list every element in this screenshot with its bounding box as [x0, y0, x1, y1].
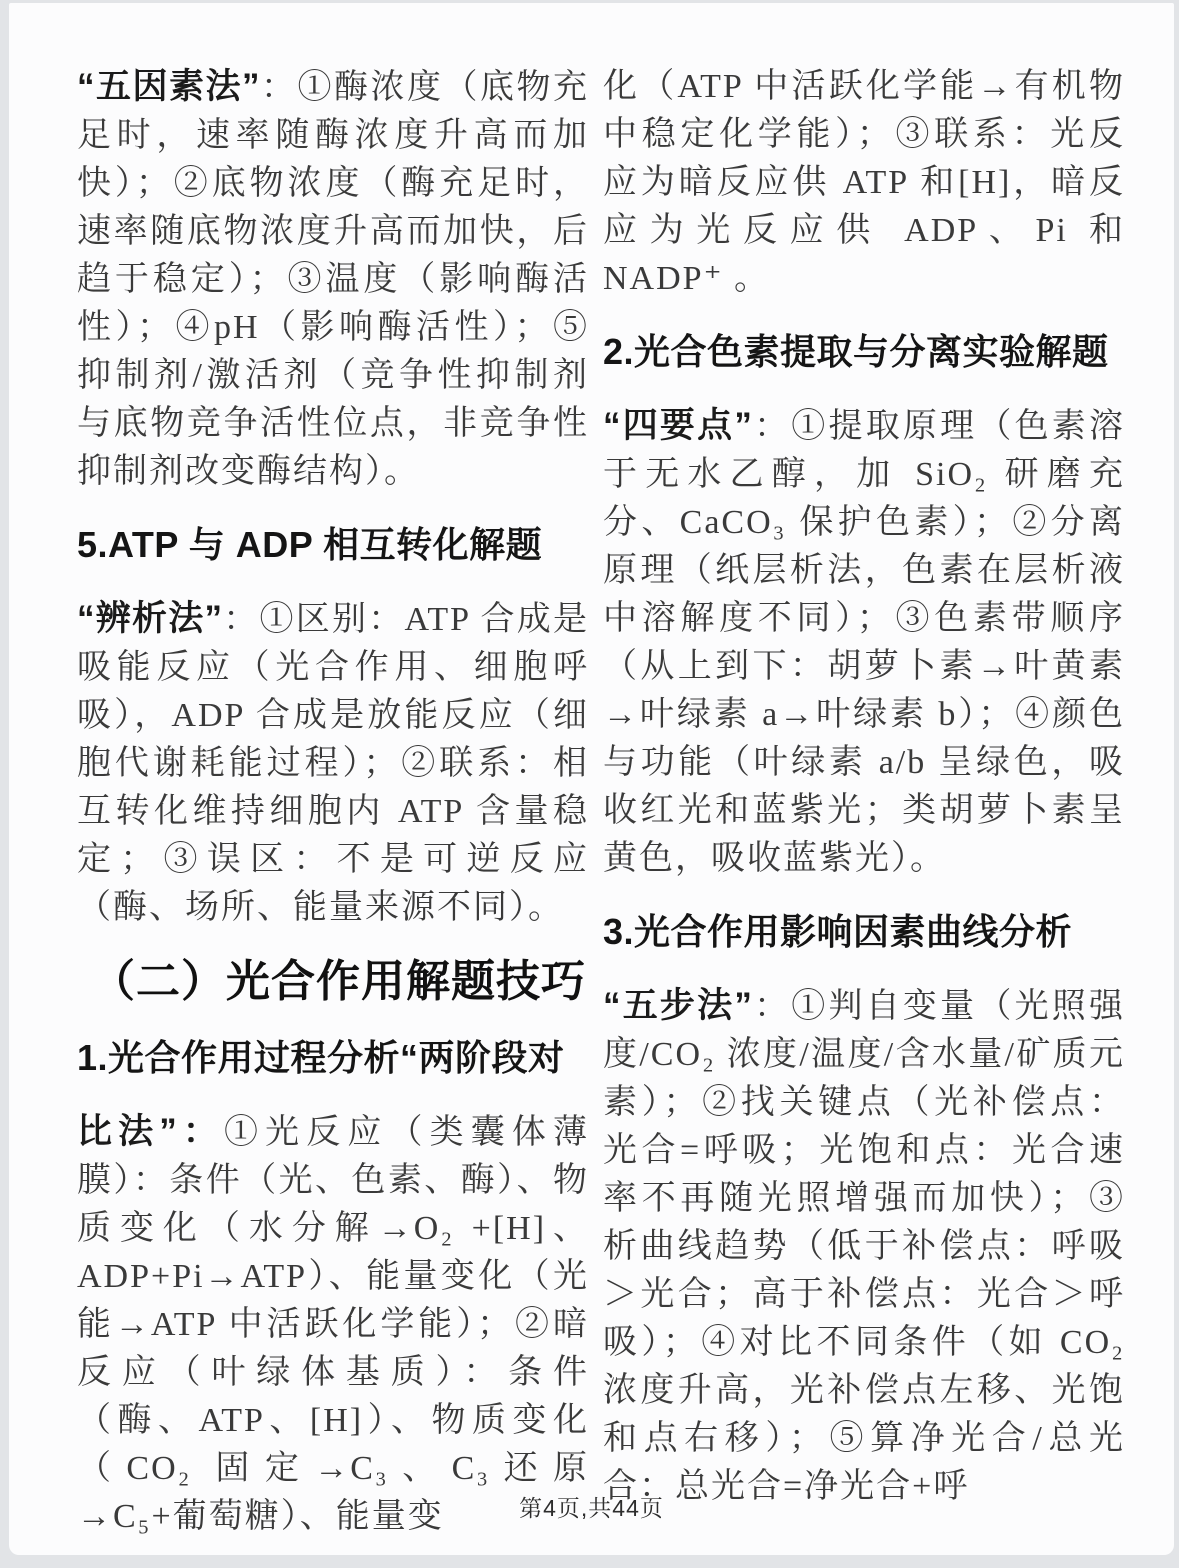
document-page	[9, 3, 1174, 1555]
heading-atp-adp: 5.ATP 与 ADP 相互转化解题	[77, 524, 543, 565]
paragraph-two-stage	[77, 1108, 589, 1541]
heading-curve-analysis: 3.光合作用影响因素曲线分析	[603, 910, 1073, 952]
paragraph-lead-discrimination: “辨析法”	[77, 598, 224, 638]
paragraph-text-five-steps: ：①判自变量（光照强度/CO₂ 浓度/温度/含水量/矿质元素）；②找关键点（光补偿点：光合=呼吸；光饱和点：光合速率不再随光照增强而加快）；③析曲线趋势（低于补偿点：呼吸＞光合；高于补偿点：光合＞呼吸）；④对比不同条件（如 CO₂ 浓度升高，光补偿点左移、光饱和点右移）；⑤算净光合/总光合：总光合=净光合+呼	[603, 987, 1125, 1505]
right-column	[603, 63, 1125, 1521]
paragraph-text-discrimination: ：①区别：ATP 合成是吸能反应（光合作用、细胞呼吸），ADP 合成是放能反应（细胞代谢耗能过程）；②联系：相互转化维持细胞内 ATP 含量稳定；③误区：不是可逆反应（酶、场所、能量来源不同）。	[77, 600, 589, 926]
paragraph-five-steps	[603, 982, 1125, 1511]
paragraph-text-four-points: ：①提取原理（色素溶于无水乙醇，加 SiO₂ 研磨充分、CaCO₃ 保护色素）；②分离原理（纸层析法，色素在层析液中溶解度不同）；③色素带顺序（从上到下：胡萝卜素→叶黄素→叶绿素 a→叶绿素 b）；④颜色与功能（叶绿素 a/b 呈绿色，吸收红光和蓝紫光；类胡萝卜素呈黄色，吸收蓝紫光）。	[603, 407, 1125, 877]
paragraph-lead-five-factors: “五因素法”	[77, 67, 261, 106]
page-number: 第4页,共44页	[519, 1495, 664, 1521]
page-footer	[9, 1490, 1174, 1523]
paragraph-text-two-stage: ①光反应（类囊体薄膜）：条件（光、色素、酶）、物质变化（水分解→O₂ +[H]、ADP+Pi→ATP）、能量变化（光能→ATP 中活跃化学能）；②暗反应（叶绿体基质）：条件（酶、ATP、[H]）、物质变化（CO₂ 固定→C₃、C₃还原→C₅+葡萄糖）、能量变	[77, 1113, 589, 1535]
left-column	[77, 63, 589, 1551]
paragraph-five-factors	[77, 63, 589, 496]
paragraph-lead-five-steps: “五步法”	[603, 985, 753, 1025]
heading-pigment-experiment: 2.光合色素提取与分离实验解题	[603, 331, 1109, 372]
paragraph-lead-two-stage: 比法”：	[77, 1111, 224, 1151]
paragraph-text-continuation: 化（ATP 中活跃化学能→有机物中稳定化学能）；③联系：光反应为暗反应供 ATP 和[H]，暗反应为光反应供 ADP、Pi 和 NADP⁺ 。	[603, 68, 1125, 297]
section-heading-photosynthesis: （二）光合作用解题技巧	[91, 956, 586, 1006]
paragraph-discrimination	[77, 595, 589, 932]
paragraph-continuation	[603, 63, 1125, 303]
paragraph-four-points	[603, 402, 1125, 883]
heading-photosynthesis-process: 1.光合作用过程分析“两阶段对	[77, 1036, 565, 1078]
paragraph-lead-four-points: “四要点”	[603, 405, 753, 445]
paragraph-text-five-factors: ：①酶浓度（底物充足时，速率随酶浓度升高而加快）；②底物浓度（酶充足时，速率随底物浓度升高而加快，后趋于稳定）；③温度（影响酶活性）；④pH（影响酶活性）；⑤抑制剂/激活剂（竞争性抑制剂与底物竞争活性位点，非竞争性抑制剂改变酶结构）。	[77, 69, 589, 490]
